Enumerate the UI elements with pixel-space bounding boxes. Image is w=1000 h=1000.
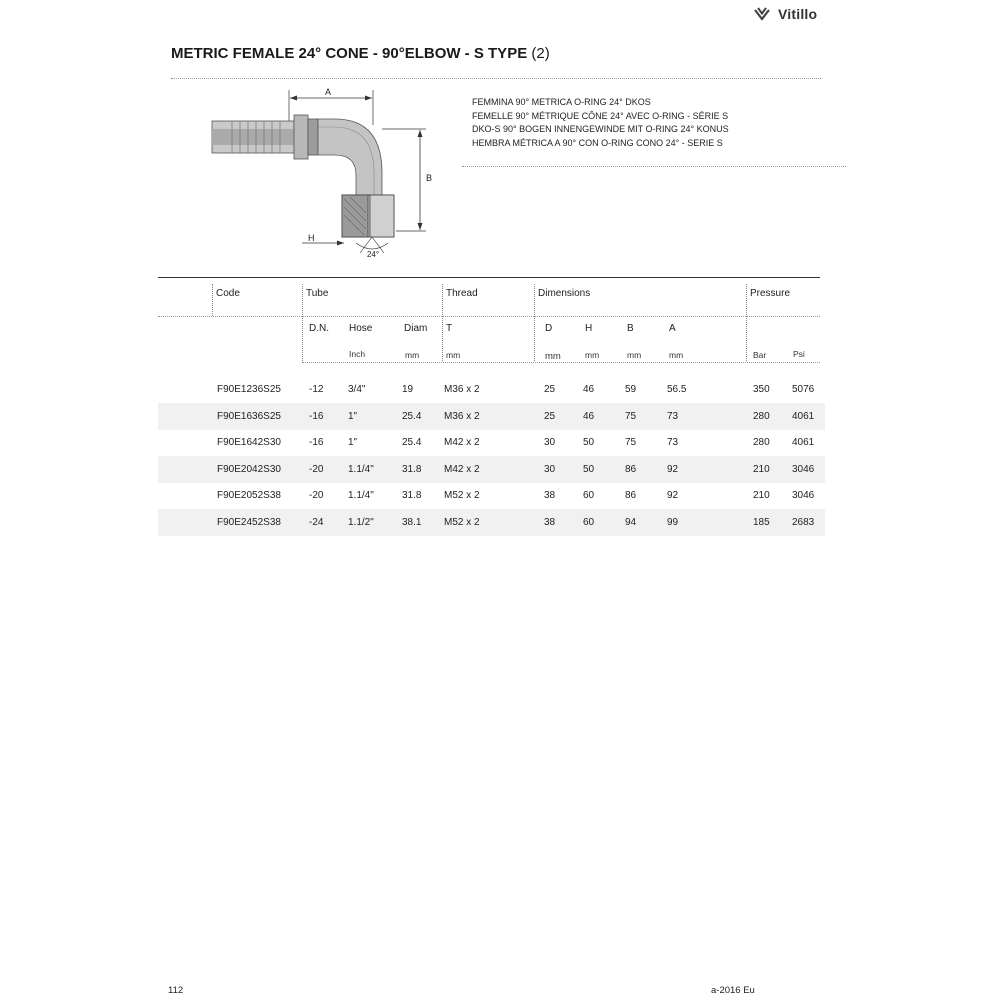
unit-d: mm [545, 351, 561, 362]
unit-h: mm [585, 350, 600, 360]
cell-h: 60 [583, 517, 595, 528]
column-a: A [669, 323, 676, 334]
cell-code: F90E2452S38 [217, 517, 281, 528]
cell-d: 25 [544, 384, 556, 395]
column-diam: Diam [404, 323, 428, 334]
header-tube: Tube [306, 288, 329, 299]
cell-code: F90E1642S30 [217, 437, 281, 449]
unit-hose: Inch [349, 349, 366, 359]
cell-h: 60 [583, 490, 595, 502]
cell-d: 38 [544, 490, 556, 502]
cell-b: 59 [625, 384, 637, 395]
cell-thread: M36 x 2 [444, 384, 480, 395]
unit-a: mm [669, 350, 684, 360]
cell-hose: 1" [348, 410, 358, 422]
table-row [158, 509, 825, 536]
cell-hose: 3/4" [348, 384, 366, 395]
cell-a: 99 [667, 517, 679, 528]
table-row [158, 456, 825, 483]
cell-psi: 3046 [792, 463, 815, 475]
cell-b: 86 [625, 490, 637, 502]
dimension-a-label: A [324, 87, 332, 97]
cell-d: 30 [544, 437, 556, 449]
description-divider [462, 166, 846, 167]
cell-dn: -20 [309, 463, 324, 475]
description-french: FEMELLE 90° MÉTRIQUE CÔNE 24° AVEC O-RING - SÉRIE S [472, 110, 729, 121]
column-separator [442, 284, 443, 361]
cell-hose: 1.1/4" [348, 463, 374, 475]
cell-h: 50 [583, 463, 595, 475]
cell-dn: -16 [309, 410, 324, 422]
column-separator [302, 284, 303, 361]
cell-dn: -12 [309, 384, 324, 395]
cell-d: 30 [544, 463, 556, 475]
column-d: D [545, 323, 553, 334]
description-german: DKO-S 90° BOGEN INNENGEWINDE MIT O-RING 24° KONUS [472, 124, 729, 134]
column-h: H [585, 323, 593, 334]
table-row [158, 403, 825, 430]
title-divider [171, 78, 821, 79]
cell-thread: M52 x 2 [444, 517, 480, 528]
column-separator [534, 284, 535, 361]
cell-b: 86 [625, 463, 637, 475]
cell-code: F90E2052S38 [217, 490, 281, 502]
cell-h: 46 [583, 410, 595, 422]
header-pressure: Pressure [750, 288, 791, 299]
edition-label: a-2016 Eu [711, 985, 755, 996]
table-row [158, 376, 825, 403]
unit-bar: Bar [753, 350, 767, 360]
table-top-rule [158, 277, 820, 278]
cell-b: 75 [625, 410, 637, 422]
description-italian: FEMMINA 90° METRICA O-RING 24° DKOS [472, 97, 651, 107]
vitillo-chevron-icon [752, 4, 772, 24]
cell-a: 92 [667, 490, 679, 502]
cell-psi: 5076 [792, 384, 815, 395]
cell-diam: 25.4 [402, 437, 422, 449]
brand-logo [752, 4, 817, 24]
page-number: 112 [168, 985, 184, 996]
cell-diam: 38.1 [402, 517, 422, 528]
cell-thread: M52 x 2 [444, 490, 480, 502]
cell-a: 73 [667, 410, 679, 422]
cell-h: 46 [583, 384, 595, 395]
cell-d: 38 [544, 517, 556, 528]
cell-d: 25 [544, 410, 556, 422]
cell-dn: -20 [309, 490, 324, 502]
cell-hose: 1" [348, 437, 358, 449]
unit-psi: Psi [793, 349, 805, 359]
cell-thread: M42 x 2 [444, 463, 480, 475]
unit-b: mm [627, 350, 642, 360]
column-t: T [446, 323, 453, 334]
table-row [158, 482, 825, 509]
header-divider [158, 316, 820, 317]
cell-a: 73 [667, 437, 679, 449]
cell-dn: -16 [309, 437, 324, 449]
cell-a: 56.5 [667, 384, 687, 395]
cell-code: F90E1636S25 [217, 410, 281, 422]
cell-psi: 4061 [792, 437, 815, 449]
cell-diam: 25.4 [402, 410, 422, 422]
cell-hose: 1.1/4" [348, 490, 374, 502]
header-dimensions: Dimensions [538, 288, 591, 299]
fitting-drawing [210, 85, 460, 275]
unit-diam: mm [405, 350, 420, 360]
cone-angle-label: 24° [366, 250, 380, 259]
cell-a: 92 [667, 463, 679, 475]
cell-bar: 210 [753, 463, 770, 475]
cell-diam: 19 [402, 384, 414, 395]
table-row [158, 429, 825, 456]
column-dn: D.N. [309, 323, 329, 334]
cell-h: 50 [583, 437, 595, 449]
title-main: METRIC FEMALE 24° CONE - 90°ELBOW - S TYPE [171, 45, 528, 62]
cell-diam: 31.8 [402, 463, 422, 475]
column-b: B [627, 323, 634, 334]
cell-code: F90E1236S25 [217, 384, 281, 395]
brand-name: Vitillo [778, 6, 818, 22]
cell-code: F90E2042S30 [217, 463, 281, 475]
cell-diam: 31.8 [402, 490, 422, 502]
page-title [171, 45, 550, 62]
cell-dn: -24 [309, 517, 324, 528]
cell-thread: M36 x 2 [444, 410, 480, 422]
column-separator [746, 284, 747, 361]
cell-bar: 280 [753, 410, 770, 422]
cell-thread: M42 x 2 [444, 437, 480, 449]
unit-t: mm [446, 350, 461, 360]
dimension-h-label: H [308, 233, 315, 243]
cell-psi: 4061 [792, 410, 815, 422]
description-spanish: HEMBRA MÉTRICA A 90° CON O-RING CONO 24° - SERIE S [472, 137, 723, 148]
column-separator [212, 284, 213, 316]
cell-bar: 280 [753, 437, 770, 449]
cell-bar: 185 [753, 517, 770, 528]
cell-bar: 350 [753, 384, 770, 395]
cell-bar: 210 [753, 490, 770, 502]
cell-psi: 3046 [792, 490, 815, 502]
cell-b: 75 [625, 437, 637, 449]
title-suffix: (2) [531, 45, 550, 62]
description-list [472, 96, 729, 150]
header-code: Code [216, 288, 240, 299]
units-divider [302, 362, 820, 363]
cell-b: 94 [625, 517, 637, 528]
column-hose: Hose [349, 323, 373, 334]
cell-hose: 1.1/2" [348, 517, 374, 528]
cell-psi: 2683 [792, 517, 815, 528]
header-thread: Thread [446, 288, 478, 299]
dimension-b-label: B [426, 173, 433, 183]
